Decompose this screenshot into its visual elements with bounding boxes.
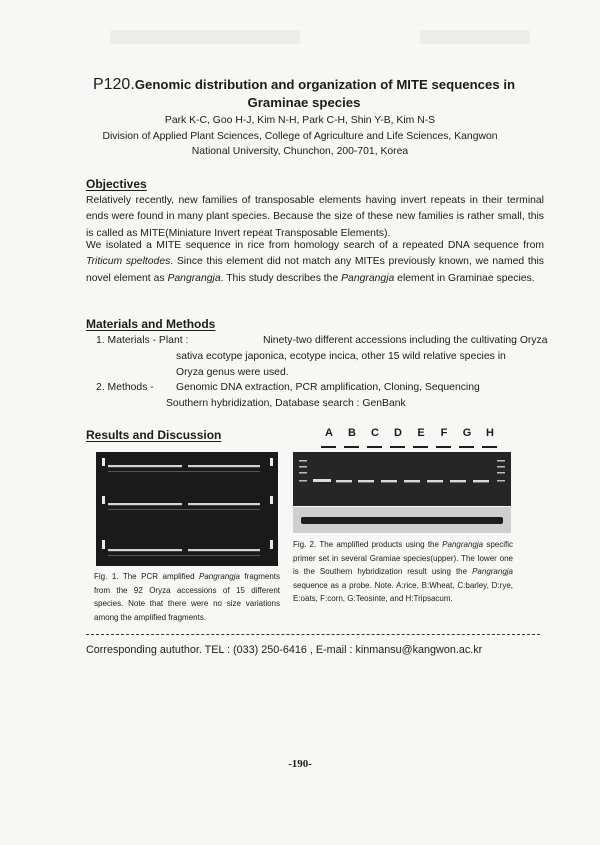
materials-line-2: sativa ecotype japonica, ecotype incica, other 15 wild relative species in: [176, 351, 506, 362]
element-name: Pangrangja: [167, 272, 221, 284]
title-line-1: Genomic distribution and organization of MITE sequences in: [134, 77, 516, 92]
objectives-heading: Objectives: [86, 177, 147, 191]
title-line-2: Graminae species: [247, 95, 361, 110]
lane-label: E: [417, 427, 425, 439]
affiliation: [60, 129, 540, 159]
dashed-divider: [86, 634, 540, 635]
lane-label: A: [325, 427, 333, 439]
bleed-through-smudge: [110, 30, 300, 44]
author-list: Park K-C, Goo H-J, Kim N-H, Park C-H, Shin Y-B, Kim N-S: [164, 115, 436, 126]
paper-title: [84, 76, 524, 112]
lane-underline: [344, 446, 359, 448]
results-heading: Results and Discussion: [86, 428, 222, 442]
lane-underline: [321, 446, 336, 448]
lane-label: G: [462, 427, 472, 439]
corresponding-author-contact: Corresponding aututhor. TEL : (033) 250-6416 , E-mail : kinmansu@kangwon.ac.kr: [86, 644, 483, 656]
lane-label: F: [440, 427, 448, 439]
affiliation-line-2: National University, Chunchon, 200-701, Korea: [191, 146, 409, 157]
figure-2-caption: Fig. 2. The amplified products using the Pangrangja specific primer set in several Gramiae species(upper). The lower one is the Southern hybridization result using the Pangrangja sequence as a probe. Note. A:rice, B:Wheat, C:barley, D:rye, E:oats, F:corn, G:Teosinte, and H:Tripsacum.: [293, 540, 513, 604]
lane-underline: [413, 446, 428, 448]
lane-underline: [367, 446, 382, 448]
lane-label: C: [371, 427, 379, 439]
methods-line-1: Genomic DNA extraction, PCR amplification, Cloning, Sequencing: [176, 382, 480, 393]
figure-2-lane-labels: [318, 427, 498, 451]
lane-label: H: [486, 427, 494, 439]
lane-underline: [482, 446, 497, 448]
page-number: -190-: [288, 758, 312, 770]
lane-underline: [390, 446, 405, 448]
abstract-code: P120.: [92, 76, 135, 93]
species-name: Triticum speltodes: [86, 256, 171, 268]
materials-line-3: Oryza genus were used.: [176, 367, 289, 378]
affiliation-line-1: Division of Applied Plant Sciences, College of Agriculture and Life Sciences, Kangwon: [102, 131, 498, 142]
methods-line-2: Southern hybridization, Database search : GenBank: [166, 398, 406, 409]
lane-label: D: [394, 427, 402, 439]
lane-underline: [436, 446, 451, 448]
methods-heading: Materials and Methods: [86, 317, 216, 331]
materials-line-1: Ninety-two different accessions including the cultivating Oryza: [263, 335, 548, 346]
methods-label: 2. Methods -: [96, 382, 154, 393]
objectives-paragraph-2: We isolated a MITE sequence in rice from homology search of a repeated DNA sequence from Triticum speltodes. Since this element did not match any MITEs previously known, we named this novel element as Pangrangja. This study describes the Pangrangja element in Graminae species.: [86, 240, 544, 284]
element-name: Pangrangja: [341, 272, 395, 284]
objectives-paragraph-1: Relatively recently, new families of transposable elements having invert repeats in their terminal ends were found in many plant species. Because the size of these new families is rather small, this is called as MITE(Miniature Invert repeat Transposable Elements).: [86, 195, 544, 239]
figure-1-gel-image: [96, 452, 278, 566]
materials-label: 1. Materials - Plant :: [96, 335, 189, 346]
figure-2-gel-image: [293, 452, 511, 506]
lane-underline: [459, 446, 474, 448]
figure-2-southern-blot-image: [293, 507, 511, 533]
bleed-through-smudge: [420, 30, 530, 44]
lane-label: B: [348, 427, 356, 439]
figure-1-caption: Fig. 1. The PCR amplified Pangrangja fragments from the 92 Oryza accessions of 15 different species. Note that there were no size variations among the amplified fragments.: [94, 572, 280, 622]
